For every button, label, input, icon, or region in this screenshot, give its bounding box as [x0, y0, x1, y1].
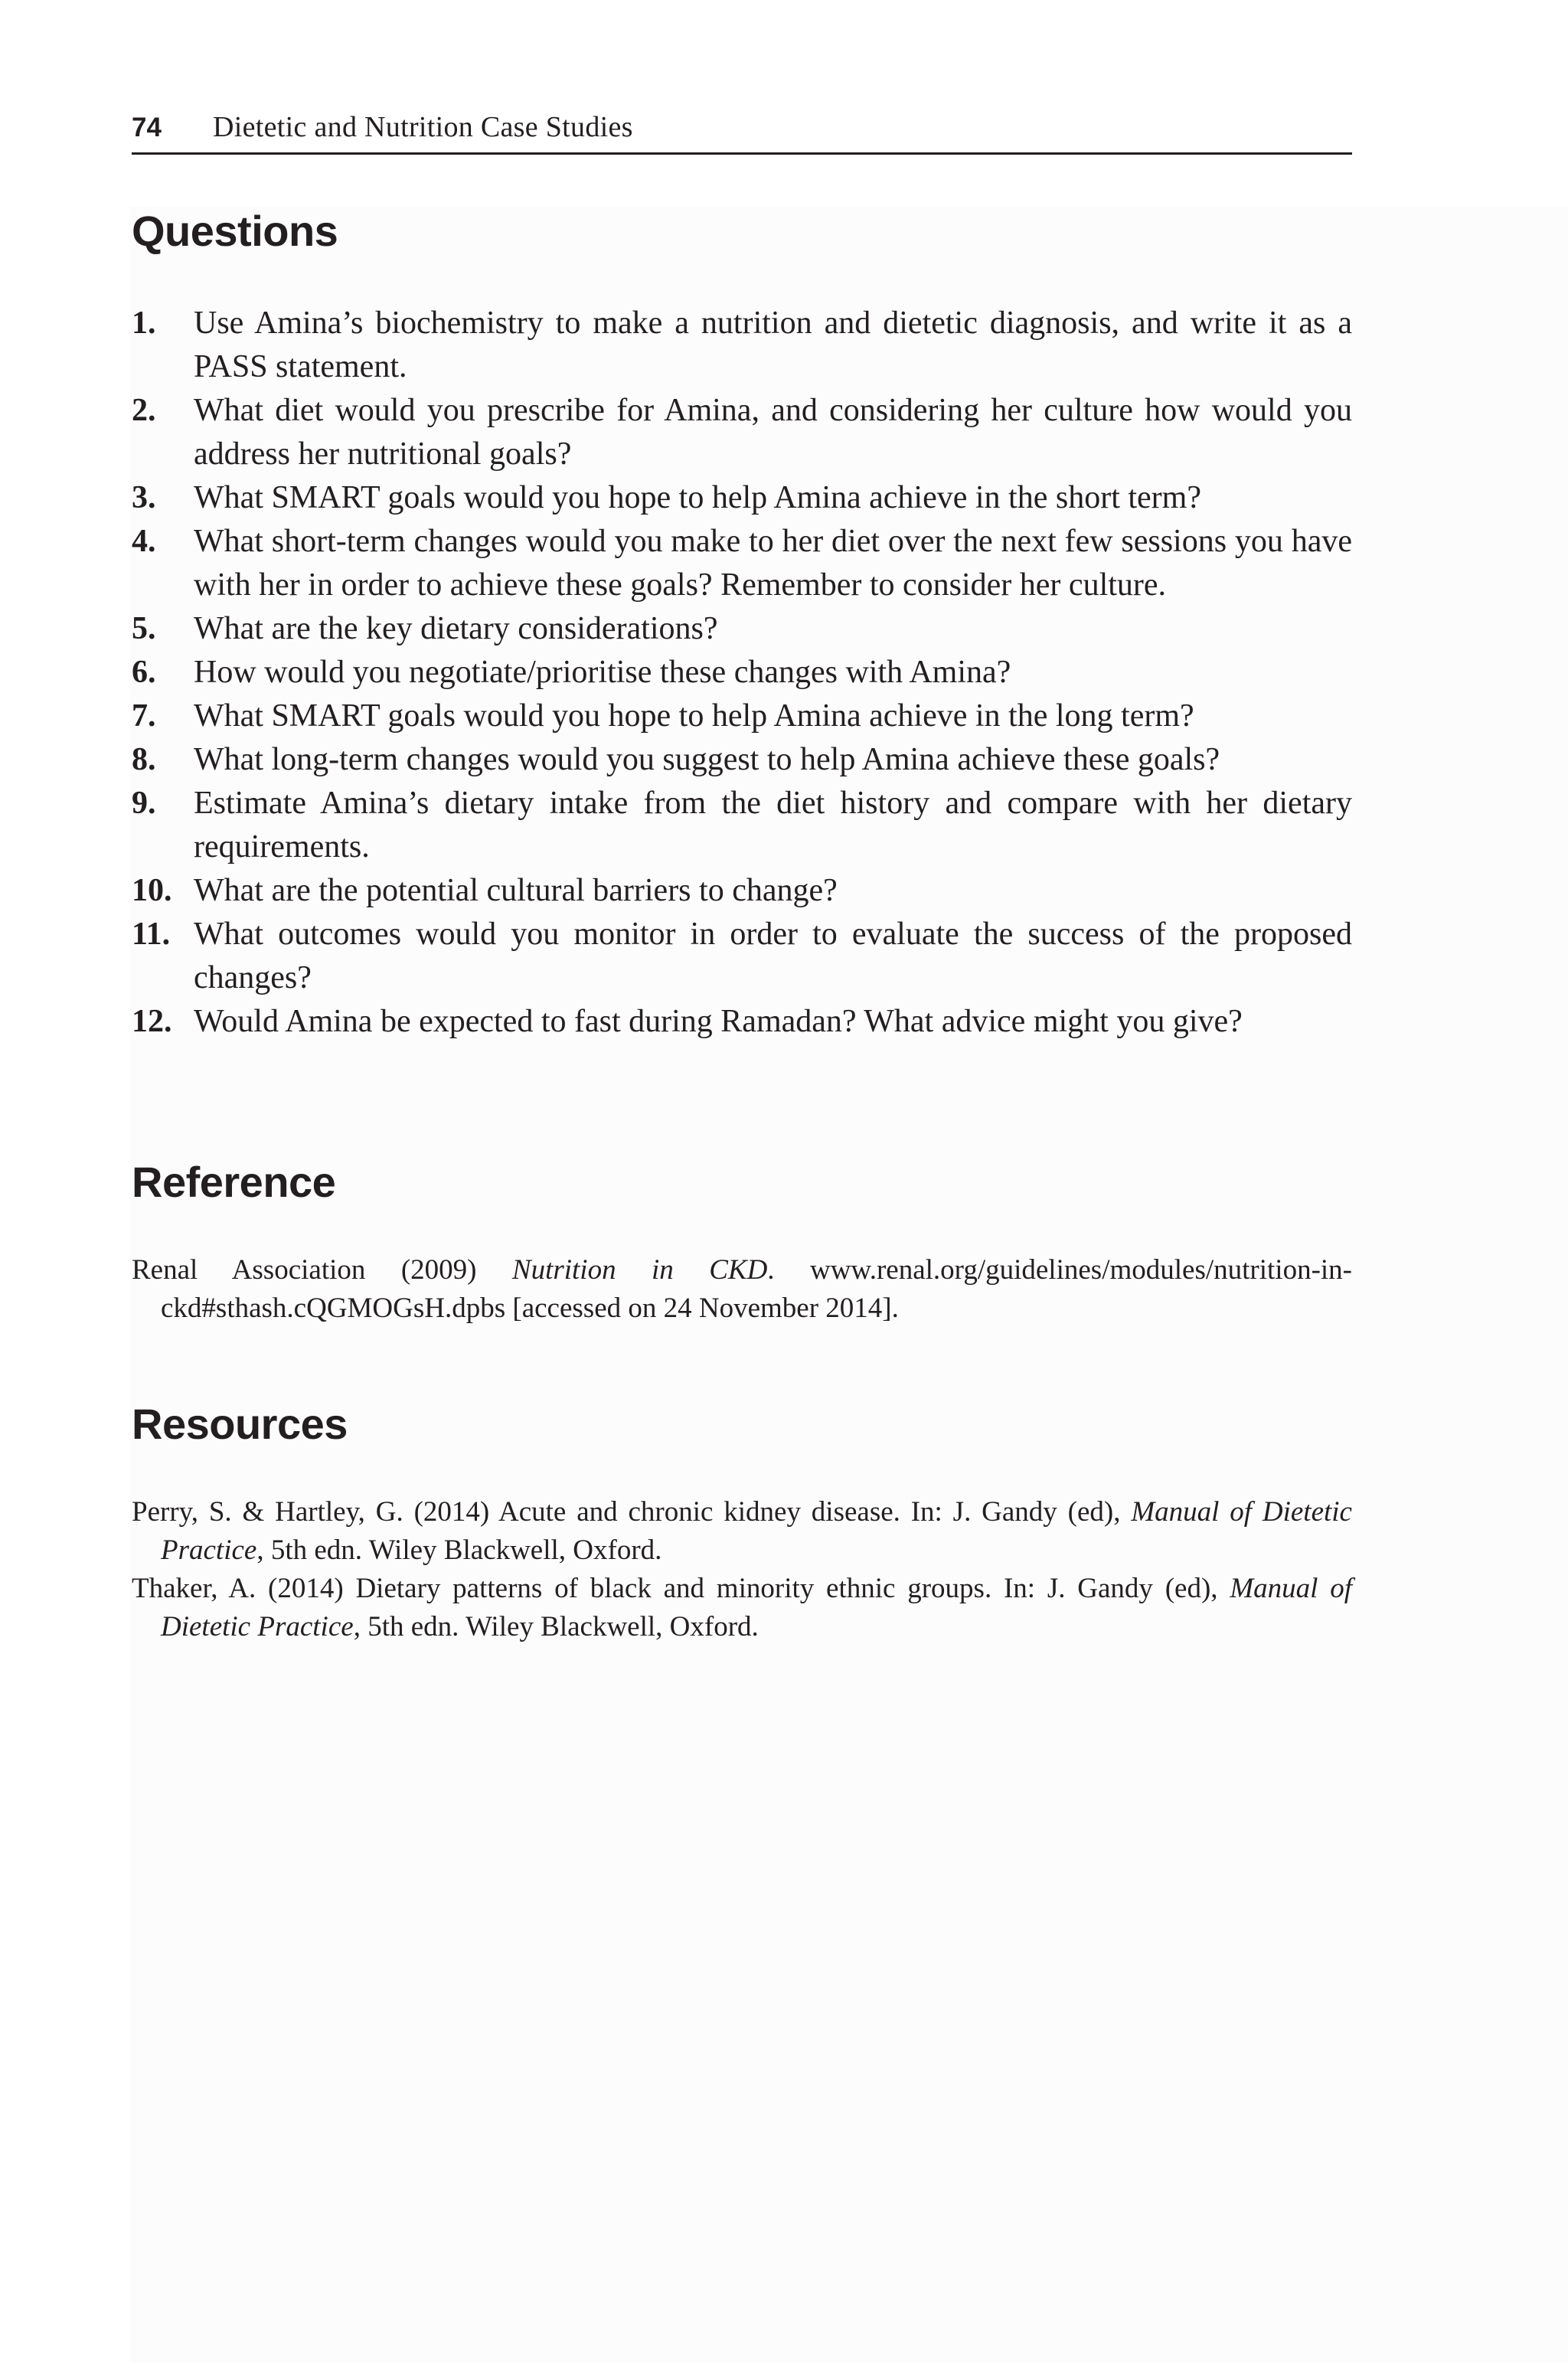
- reference-list: [132, 1251, 1352, 1328]
- question-item: [132, 302, 1352, 389]
- question-item: [132, 869, 1352, 913]
- resource-entry-text: Thaker, A. (2014) Dietary patterns of black and minority ethnic groups. In: J. Gandy (ed),: [132, 1573, 1230, 1604]
- question-number: 9.: [132, 786, 156, 821]
- question-text: Use Amina’s biochemistry to make a nutrition and dietetic diagnosis, and write it as a PASS statement.: [194, 306, 1352, 384]
- question-item: [132, 520, 1352, 607]
- question-number: 2.: [132, 393, 156, 428]
- question-text: What outcomes would you monitor in order to evaluate the success of the proposed changes?: [194, 917, 1352, 995]
- question-text: How would you negotiate/prioritise these changes with Amina?: [194, 655, 1011, 690]
- resources-list: [132, 1493, 1352, 1646]
- question-number: 10.: [132, 873, 172, 908]
- question-item: [132, 607, 1352, 651]
- resource-entry-text: Perry, S. & Hartley, G. (2014) Acute and chronic kidney disease. In: J. Gandy (ed),: [132, 1496, 1132, 1528]
- resource-entry-title: Manual of Dietetic Practice: [161, 1573, 1352, 1642]
- question-text: Estimate Amina’s dietary intake from the diet history and compare with her dietary requirements.: [194, 786, 1352, 864]
- question-item: [132, 695, 1352, 738]
- question-number: 11.: [132, 917, 171, 952]
- reference-heading: Reference: [132, 1158, 336, 1206]
- question-number: 1.: [132, 306, 156, 341]
- reference-entry-text: . www.renal.org/guidelines/modules/nutrition-in-ckd#sthash.cQGMOGsH.dpbs [accessed on 24 November 2014].: [161, 1254, 1352, 1324]
- question-text: What long-term changes would you suggest to help Amina achieve these goals?: [194, 742, 1220, 777]
- question-item: [132, 1000, 1352, 1044]
- question-number: 4.: [132, 524, 156, 559]
- question-item: [132, 913, 1352, 1000]
- question-text: What short-term changes would you make to her diet over the next few sessions you have with her in order to achieve these goals? Remember to consider her culture.: [194, 524, 1352, 603]
- resource-entry-text: , 5th edn. Wiley Blackwell, Oxford.: [256, 1534, 662, 1566]
- question-item: [132, 738, 1352, 782]
- question-number: 6.: [132, 655, 156, 690]
- question-text: What diet would you prescribe for Amina, and considering her culture how would you address her nutritional goals?: [194, 393, 1352, 472]
- question-text: What SMART goals would you hope to help Amina achieve in the short term?: [194, 480, 1201, 515]
- page-number: 74: [132, 113, 162, 142]
- question-item: [132, 782, 1352, 869]
- resource-entry: [132, 1570, 1352, 1646]
- reference-entry-text: Renal Association (2009): [132, 1254, 512, 1286]
- question-number: 7.: [132, 698, 156, 734]
- question-item: [132, 389, 1352, 476]
- question-number: 5.: [132, 611, 156, 646]
- resource-entry-text: , 5th edn. Wiley Blackwell, Oxford.: [353, 1611, 759, 1642]
- running-head-title: Dietetic and Nutrition Case Studies: [213, 111, 633, 143]
- reference-entry-title: Nutrition in CKD: [511, 1254, 768, 1286]
- question-number: 3.: [132, 480, 156, 515]
- question-text: What are the potential cultural barriers to change?: [194, 873, 838, 908]
- resources-heading: Resources: [132, 1400, 348, 1448]
- resource-entry: [132, 1493, 1352, 1570]
- question-item: [132, 651, 1352, 695]
- reference-entry: [132, 1251, 1352, 1328]
- questions-list: [132, 302, 1352, 1044]
- question-item: [132, 476, 1352, 520]
- question-text: What SMART goals would you hope to help Amina achieve in the long term?: [194, 698, 1194, 734]
- question-text: Would Amina be expected to fast during Ramadan? What advice might you give?: [194, 1004, 1243, 1039]
- question-text: What are the key dietary considerations?: [194, 611, 718, 646]
- resource-entry-title: Manual of Dietetic Practice: [161, 1496, 1352, 1566]
- question-number: 8.: [132, 742, 156, 777]
- question-number: 12.: [132, 1004, 172, 1039]
- running-head: [132, 112, 1352, 155]
- questions-heading: Questions: [132, 207, 338, 255]
